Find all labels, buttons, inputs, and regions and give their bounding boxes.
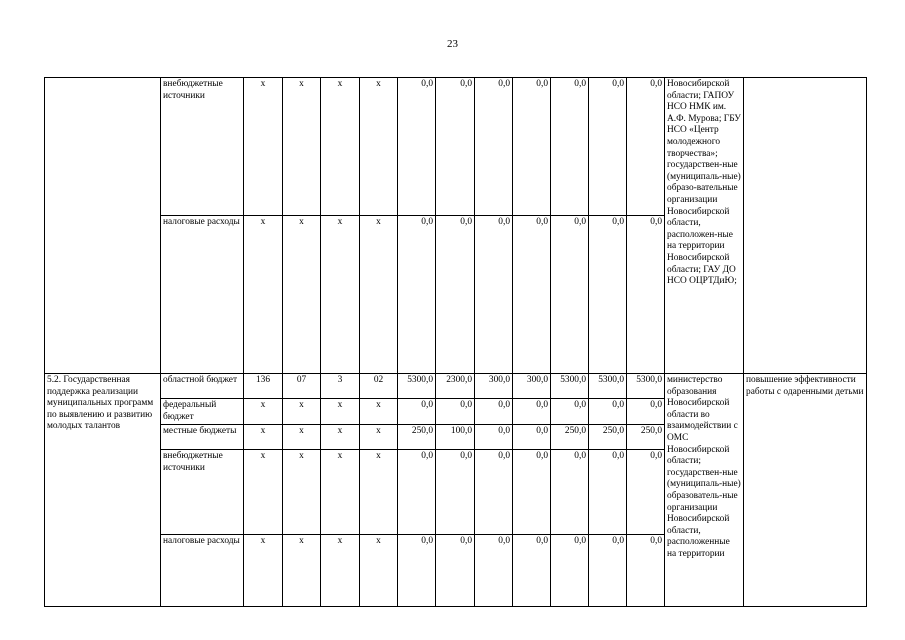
- code-cell: 02: [360, 374, 398, 399]
- code-cell: х: [360, 399, 398, 425]
- source-cell: налоговые расходы: [161, 216, 244, 374]
- value-cell: 0,0: [589, 216, 627, 374]
- value-cell: 0,0: [513, 535, 551, 607]
- value-cell: 0,0: [475, 216, 513, 374]
- value-cell: 0,0: [475, 78, 513, 216]
- code-cell: х: [244, 399, 283, 425]
- code-cell: х: [321, 216, 360, 374]
- source-cell: налоговые расходы: [161, 535, 244, 607]
- code-cell: х: [360, 450, 398, 535]
- value-cell: 0,0: [627, 535, 665, 607]
- value-cell: 0,0: [398, 216, 436, 374]
- code-cell: х: [244, 216, 283, 374]
- table-row: [45, 374, 867, 399]
- source-cell: областной бюджет: [161, 374, 244, 399]
- code-cell: 3: [321, 374, 360, 399]
- value-cell: 0,0: [436, 450, 475, 535]
- program-table: [44, 77, 867, 607]
- value-cell: 0,0: [627, 78, 665, 216]
- code-cell: х: [283, 450, 321, 535]
- result-cell: повышение эффективности работы с одаренными детьми: [744, 374, 867, 607]
- code-cell: х: [244, 78, 283, 216]
- value-cell: 0,0: [475, 450, 513, 535]
- code-cell: х: [283, 425, 321, 450]
- result-cell: [744, 78, 867, 374]
- executors-cell: министерство образования Новосибирской области во взаимодействии с ОМС Новосибирской области; государствен-ные (муниципаль-ные) образователь-ные организации Новосибирской области, расположенные на территории: [665, 374, 744, 607]
- value-cell: 2300,0: [436, 374, 475, 399]
- code-cell: х: [321, 78, 360, 216]
- value-cell: 0,0: [398, 399, 436, 425]
- value-cell: 0,0: [551, 78, 589, 216]
- executors-cell: Новосибирской области; ГАПОУ НСО НМК им. А.Ф. Мурова; ГБУ НСО «Центр молодежного творчества»; государствен-ные (муниципаль-ные) образо-вательные организации Новосибирской области, расположен-ные на территории Новосибирской области; ГАУ ДО НСО ОЦРТДиЮ;: [665, 78, 744, 374]
- value-cell: 0,0: [436, 399, 475, 425]
- value-cell: 0,0: [436, 216, 475, 374]
- value-cell: 0,0: [551, 450, 589, 535]
- value-cell: 5300,0: [589, 374, 627, 399]
- code-cell: х: [360, 425, 398, 450]
- value-cell: 0,0: [589, 78, 627, 216]
- value-cell: 0,0: [551, 216, 589, 374]
- code-cell: 07: [283, 374, 321, 399]
- code-cell: х: [321, 450, 360, 535]
- table-row: [45, 78, 867, 216]
- code-cell: х: [283, 78, 321, 216]
- value-cell: 300,0: [475, 374, 513, 399]
- value-cell: 0,0: [589, 450, 627, 535]
- value-cell: 5300,0: [551, 374, 589, 399]
- value-cell: 0,0: [627, 399, 665, 425]
- value-cell: 5300,0: [627, 374, 665, 399]
- value-cell: 0,0: [627, 450, 665, 535]
- value-cell: 0,0: [513, 399, 551, 425]
- source-cell: федеральный бюджет: [161, 399, 244, 425]
- code-cell: х: [321, 425, 360, 450]
- source-cell: местные бюджеты: [161, 425, 244, 450]
- value-cell: 0,0: [398, 535, 436, 607]
- value-cell: 300,0: [513, 374, 551, 399]
- code-cell: х: [360, 535, 398, 607]
- value-cell: 250,0: [551, 425, 589, 450]
- code-cell: х: [360, 78, 398, 216]
- code-cell: х: [244, 450, 283, 535]
- value-cell: 0,0: [551, 535, 589, 607]
- value-cell: 0,0: [436, 78, 475, 216]
- source-cell: внебюджетные источники: [161, 450, 244, 535]
- value-cell: 0,0: [513, 450, 551, 535]
- value-cell: 100,0: [436, 425, 475, 450]
- code-cell: 136: [244, 374, 283, 399]
- code-cell: х: [244, 425, 283, 450]
- code-cell: х: [283, 216, 321, 374]
- value-cell: 5300,0: [398, 374, 436, 399]
- value-cell: 0,0: [475, 399, 513, 425]
- value-cell: 0,0: [513, 425, 551, 450]
- page-number: 23: [447, 38, 458, 50]
- code-cell: х: [321, 535, 360, 607]
- value-cell: 250,0: [589, 425, 627, 450]
- value-cell: 0,0: [551, 399, 589, 425]
- code-cell: х: [244, 535, 283, 607]
- value-cell: 250,0: [627, 425, 665, 450]
- measure-cell: [45, 78, 161, 374]
- code-cell: х: [283, 535, 321, 607]
- code-cell: х: [321, 399, 360, 425]
- value-cell: 250,0: [398, 425, 436, 450]
- value-cell: 0,0: [513, 216, 551, 374]
- code-cell: х: [283, 399, 321, 425]
- value-cell: 0,0: [475, 425, 513, 450]
- value-cell: 0,0: [398, 78, 436, 216]
- code-cell: х: [360, 216, 398, 374]
- source-cell: внебюджетные источники: [161, 78, 244, 216]
- value-cell: 0,0: [589, 535, 627, 607]
- value-cell: 0,0: [627, 216, 665, 374]
- value-cell: 0,0: [513, 78, 551, 216]
- value-cell: 0,0: [436, 535, 475, 607]
- value-cell: 0,0: [398, 450, 436, 535]
- value-cell: 0,0: [475, 535, 513, 607]
- value-cell: 0,0: [589, 399, 627, 425]
- measure-cell: 5.2. Государственная поддержка реализации муниципальных программ по выявлению и развитию молодых талантов: [45, 374, 161, 607]
